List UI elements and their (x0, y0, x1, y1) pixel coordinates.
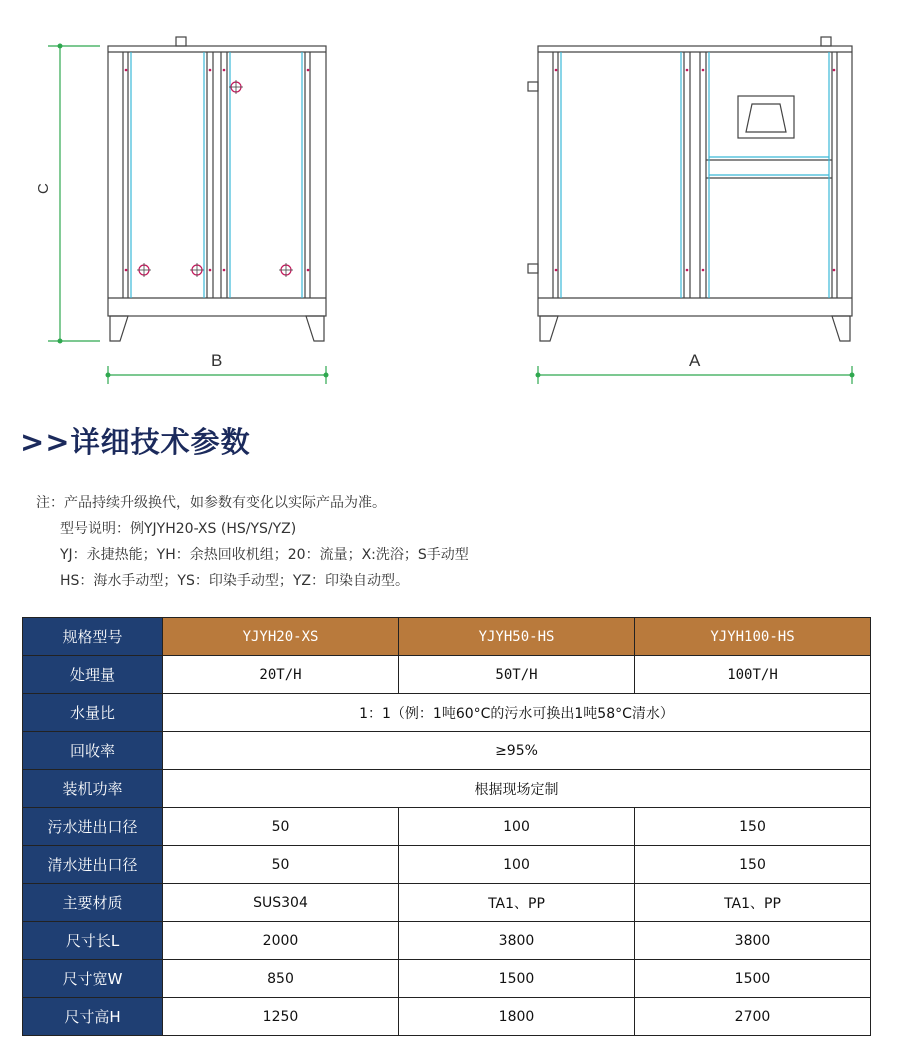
spec-table (22, 617, 871, 1036)
table-cell: SUS304 (163, 884, 399, 922)
section-title: >>详细技术参数 (20, 425, 251, 459)
dimension-c (48, 46, 100, 341)
top-nozzle (176, 37, 186, 46)
table-cell: 50 (163, 808, 399, 846)
table-row (23, 732, 871, 770)
cabinet-frame (538, 46, 852, 316)
model-header: YJYH100-HS (635, 618, 871, 656)
note-line: 注：产品持续升级换代，如参数有变化以实际产品为准。 (36, 495, 386, 511)
table-cell: 1500 (399, 960, 635, 998)
port-marker (139, 82, 291, 275)
row-header: 尺寸高H (23, 998, 163, 1036)
row-header: 尺寸宽W (23, 960, 163, 998)
table-row (23, 846, 871, 884)
note-line: YJ：永捷热能；YH：余热回收机组；20：流量；X:洗浴；S手动型 (60, 547, 469, 563)
table-header-row (23, 618, 871, 656)
side-nozzle (528, 264, 538, 273)
dimension-a-label: A (689, 351, 701, 370)
table-row (23, 998, 871, 1036)
table-cell: 50T/H (399, 656, 635, 694)
table-cell: 850 (163, 960, 399, 998)
table-cell: 3800 (635, 922, 871, 960)
table-row (23, 922, 871, 960)
top-nozzle (821, 37, 831, 46)
row-header: 规格型号 (23, 618, 163, 656)
row-header: 处理量 (23, 656, 163, 694)
table-cell: 100 (399, 808, 635, 846)
row-header: 清水进出口径 (23, 846, 163, 884)
table-cell-merged: 1：1（例：1吨60°C的污水可换出1吨58°C清水） (163, 694, 871, 732)
table-cell: 50 (163, 846, 399, 884)
table-row (23, 656, 871, 694)
table-cell: TA1、PP (635, 884, 871, 922)
table-cell: 1250 (163, 998, 399, 1036)
dimension-b-label: B (211, 351, 223, 370)
table-row (23, 694, 871, 732)
table-cell: 100 (399, 846, 635, 884)
row-header: 水量比 (23, 694, 163, 732)
row-header: 回收率 (23, 732, 163, 770)
side-nozzle (528, 82, 538, 91)
table-row (23, 960, 871, 998)
dimension-c-label: C (35, 183, 52, 194)
table-cell: 150 (635, 846, 871, 884)
table-cell: TA1、PP (399, 884, 635, 922)
front-view (528, 37, 852, 341)
table-cell: 2700 (635, 998, 871, 1036)
row-header: 装机功率 (23, 770, 163, 808)
model-header: YJYH20-XS (163, 618, 399, 656)
model-header: YJYH50-HS (399, 618, 635, 656)
table-cell: 100T/H (635, 656, 871, 694)
table-cell: 1500 (635, 960, 871, 998)
notes (36, 490, 469, 594)
leg (306, 316, 324, 341)
row-header: 污水进出口径 (23, 808, 163, 846)
table-cell: 2000 (163, 922, 399, 960)
table-cell: 20T/H (163, 656, 399, 694)
side-view (108, 37, 326, 341)
table-cell-merged: 根据现场定制 (163, 770, 871, 808)
row-header: 主要材质 (23, 884, 163, 922)
table-row (23, 770, 871, 808)
table-row (23, 884, 871, 922)
leg (832, 316, 850, 341)
leg (110, 316, 128, 341)
equipment-drawing (0, 0, 900, 400)
table-cell: 1800 (399, 998, 635, 1036)
note-line: 型号说明：例YJYH20-XS (HS/YS/YZ) (60, 521, 297, 537)
note-line: HS：海水手动型；YS：印染手动型；YZ：印染自动型。 (60, 573, 409, 589)
table-cell: 3800 (399, 922, 635, 960)
row-header: 尺寸长L (23, 922, 163, 960)
table-cell: 150 (635, 808, 871, 846)
table-row (23, 808, 871, 846)
cabinet-frame (108, 46, 326, 316)
leg (540, 316, 558, 341)
table-cell-merged: ≥95% (163, 732, 871, 770)
